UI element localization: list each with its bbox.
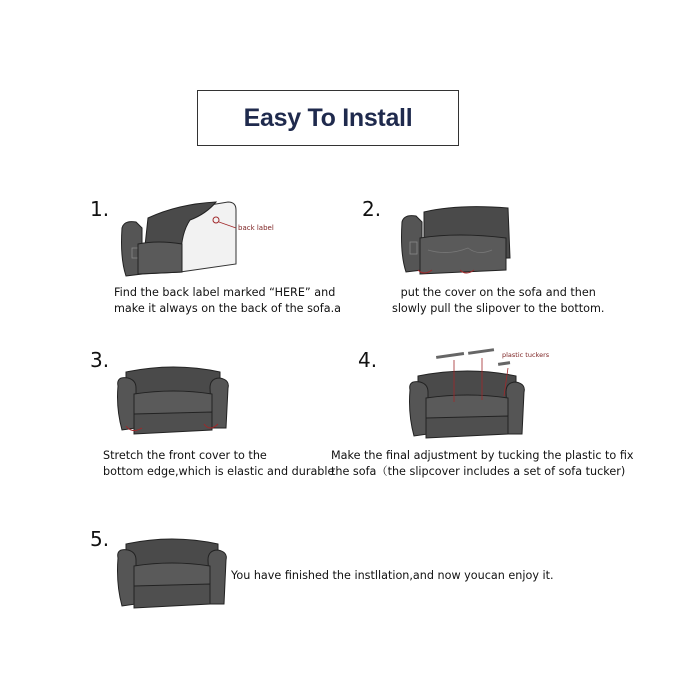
step-5-number: 5.	[90, 527, 110, 551]
step-3-number: 3.	[90, 348, 110, 372]
step-1-text: Find the back label marked “HERE” and make it always on the back of the sofa.a	[114, 286, 341, 315]
step-2-text: put the cover on the sofa and then slowly pull the slipover to the bottom.	[392, 286, 605, 315]
title-banner	[197, 90, 459, 146]
step-2-number: 2.	[362, 197, 382, 221]
step-1-number: 1.	[90, 197, 110, 221]
step-5-text: You have finished the instllation,and now youcan enjoy it.	[231, 569, 554, 582]
step-3-illustration	[114, 358, 234, 440]
back-label-callout: back label	[238, 224, 274, 232]
step-5-illustration	[114, 532, 230, 614]
step-3-text: Stretch the front cover to the bottom edge,which is elastic and durable	[103, 449, 335, 478]
page-title: Easy To Install	[243, 103, 413, 132]
step-4-number: 4.	[358, 348, 378, 372]
step-4-text: Make the final adjustment by tucking the plastic to fix the sofa（the slipcover includes a set of sofa tucker)	[331, 449, 634, 478]
step-1-illustration	[118, 198, 298, 280]
step-4-illustration	[408, 346, 568, 442]
step-2-illustration	[398, 198, 518, 280]
plastic-tuckers-callout: plastic tuckers	[502, 351, 550, 359]
